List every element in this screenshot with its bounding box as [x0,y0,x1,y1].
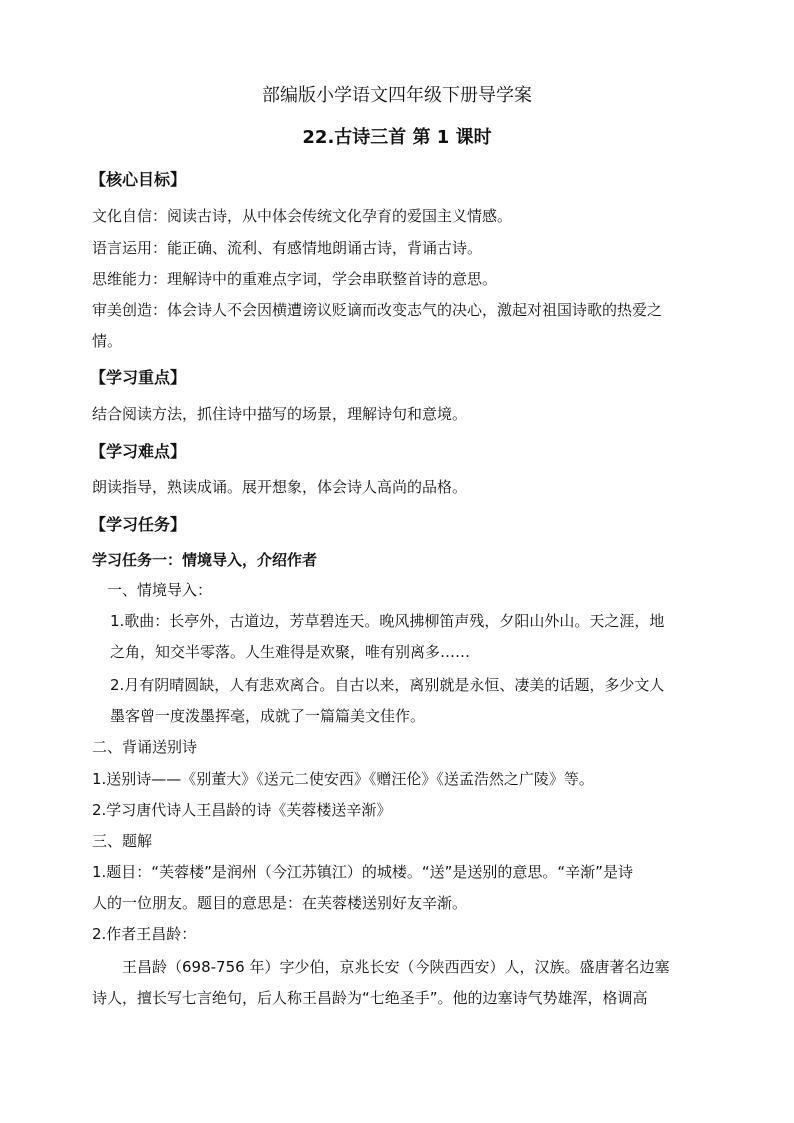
author-bio: 王昌龄（698-756 年）字少伯，京兆长安（今陕西西安）人，汉族。盛唐著名边塞 [122,958,670,976]
section-heading-goals: 【核心目标】 [90,170,187,189]
farewell-paragraph-cont: 墨客曾一度泼墨挥毫，成就了一篇篇美文佳作。 [110,707,426,725]
task-one-title: 学习任务一：情境导入，介绍作者 [92,551,318,569]
task-heading-title-explain: 三、题解 [92,832,153,850]
farewell-poems-list: 1.送别诗——《别董大》《送元二使安西》《赠汪伦》《送孟浩然之广陵》等。 [92,770,594,788]
lesson-title: 22.古诗三首 第 1 课时 [302,127,492,148]
song-paragraph: 1.歌曲：长亭外，古道边，芳草碧连天。晚风拂柳笛声残，夕阳山外山。天之涯，地 [110,612,665,630]
section-heading-key-points: 【学习重点】 [90,368,187,387]
doc-title: 部编版小学语文四年级下册导学案 [262,85,532,106]
goal-culture: 文化自信：阅读古诗，从中体会传统文化孕育的爱国主义情感。 [92,207,513,225]
section-heading-tasks: 【学习任务】 [90,515,187,534]
goal-thinking: 思维能力：理解诗中的重难点字词，学会串联整首诗的意思。 [92,270,498,288]
author-heading: 2.作者王昌龄： [92,925,197,943]
goal-aesthetic: 审美创造：体会诗人不会因横遭谤议贬谪而改变志气的决心，激起对祖国诗歌的热爱之 [92,301,663,319]
task-heading-recite: 二、背诵送别诗 [92,738,198,756]
difficulty-text: 朗读指导，熟读成诵。展开想象，体会诗人高尚的品格。 [92,478,468,496]
author-bio-cont: 诗人，擅长写七言绝句，后人称王昌龄为“七绝圣手”。他的边塞诗气势雄浑，格调高 [92,989,648,1007]
title-explanation-cont: 人的一位朋友。题目的意思是：在芙蓉楼送别好友辛渐。 [92,894,468,912]
key-point-text: 结合阅读方法，抓住诗中描写的场景，理解诗句和意境。 [92,405,468,423]
goal-language: 语言运用：能正确、流利、有感情地朗诵古诗，背诵古诗。 [92,239,483,257]
poem-to-study: 2.学习唐代诗人王昌龄的诗《芙蓉楼送辛渐》 [92,801,392,819]
song-paragraph-cont: 之角，知交半零落。人生难得是欢聚，唯有别离多…… [110,643,471,661]
farewell-paragraph: 2.月有阴晴圆缺，人有悲欢离合。自古以来，离别就是永恒、凄美的话题，多少文人 [110,676,665,694]
task-heading-intro: 一、情境导入： [107,581,213,599]
title-explanation: 1.题目：“芙蓉楼”是润州（今江苏镇江）的城楼。“送”是送别的意思。“辛渐”是诗 [92,863,633,881]
section-heading-difficulties: 【学习难点】 [90,442,187,461]
goal-aesthetic-cont: 情。 [92,332,123,350]
